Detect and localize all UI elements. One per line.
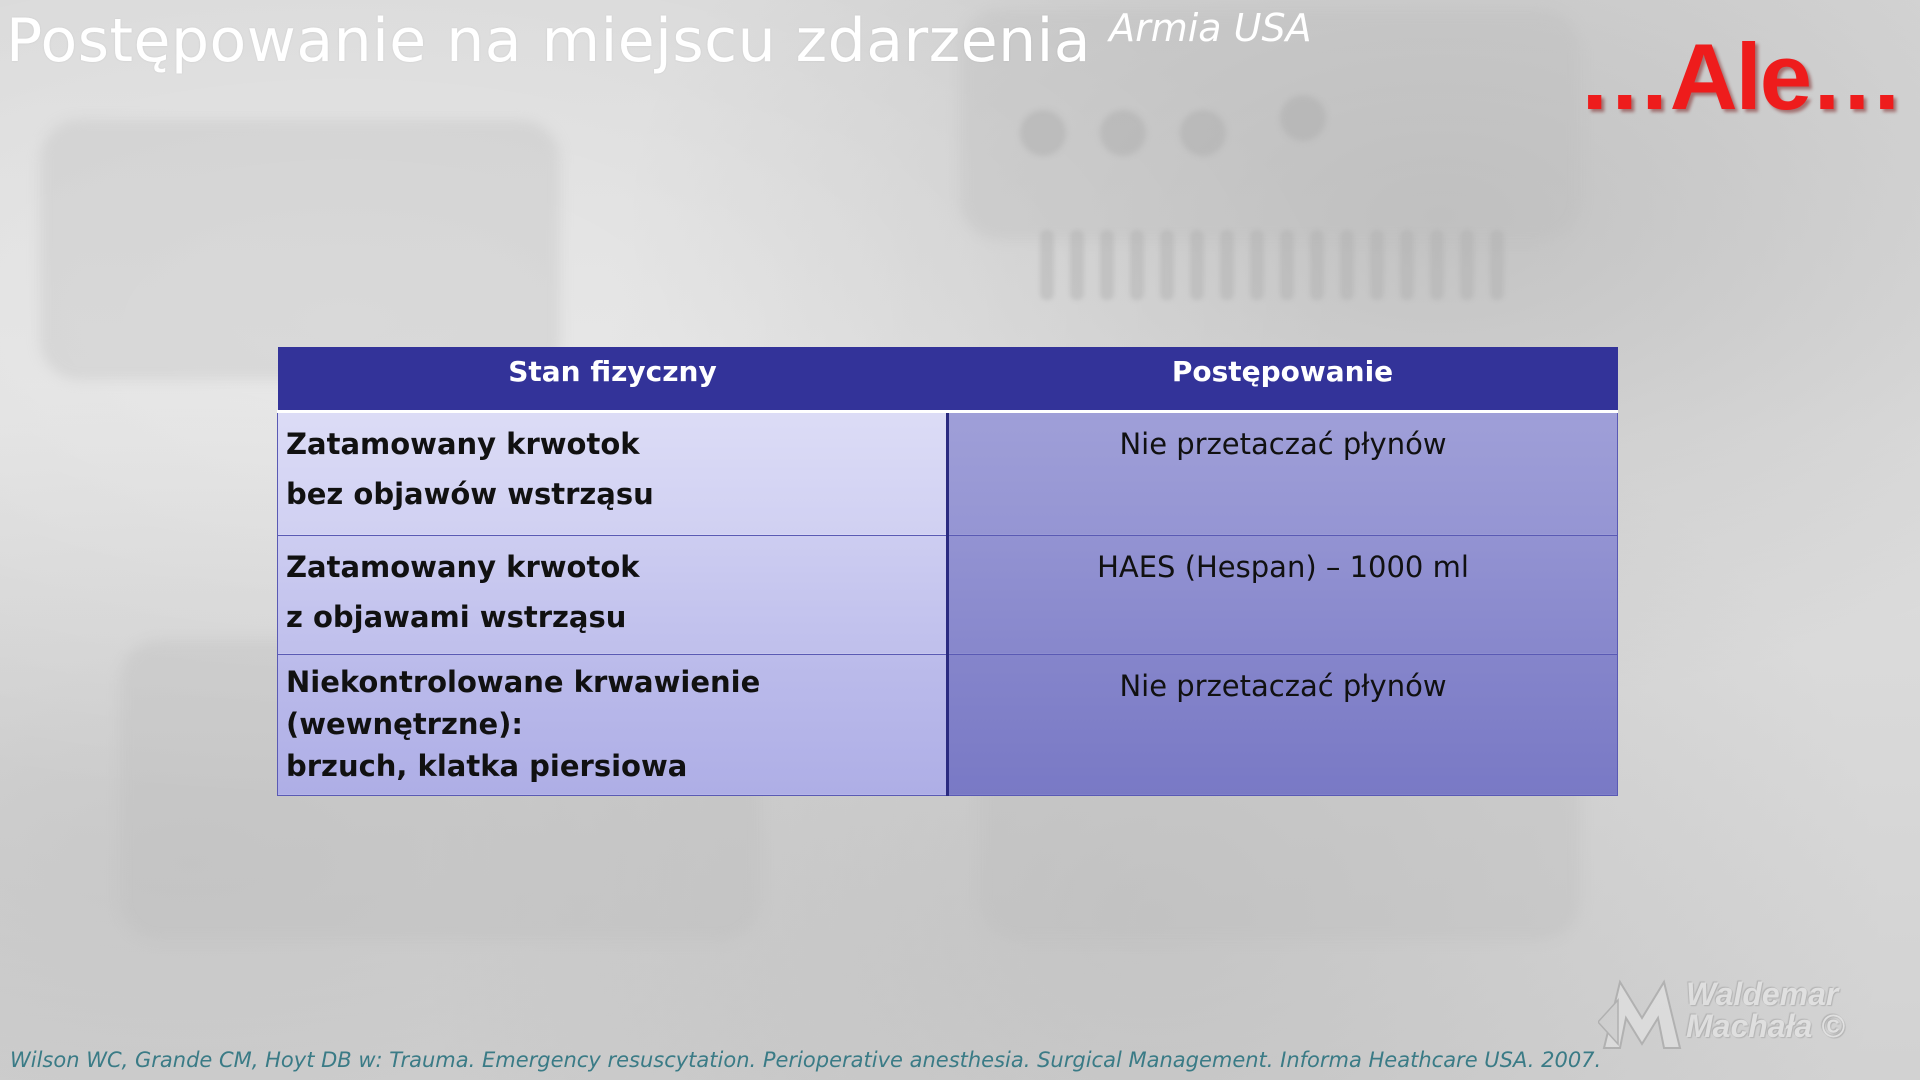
table-row	[278, 411, 1618, 535]
action-cell: HAES (Hespan) – 1000 ml	[948, 535, 1618, 654]
title-block	[6, 2, 1312, 80]
action-cell: Nie przetaczać płynów	[948, 654, 1618, 795]
condition-cell	[278, 654, 948, 795]
condition-line: Zatamowany krwotok	[286, 549, 640, 584]
highlight-text: …Ale…	[1577, 24, 1902, 129]
condition-cell	[278, 535, 948, 654]
condition-line: bez objawów wstrząsu	[286, 476, 654, 511]
logo-line: Waldemar	[1686, 976, 1839, 1012]
citation: Wilson WC, Grande CM, Hoyt DB w: Trauma. Emergency resuscytation. Perioperative anesthesia. Surgical Management. Informa Heathcare USA. 2007.	[10, 1048, 1602, 1072]
condition-line: z objawami wstrząsu	[286, 599, 627, 634]
column-header-condition: Stan fizyczny	[278, 347, 948, 411]
logo-line: Machała ©	[1686, 1008, 1845, 1044]
condition-cell	[278, 411, 948, 535]
condition-line: Zatamowany krwotok	[286, 426, 640, 461]
column-header-action: Postępowanie	[948, 347, 1618, 411]
logo-text	[1686, 978, 1845, 1042]
table-row	[278, 535, 1618, 654]
table-row	[278, 654, 1618, 795]
action-cell: Nie przetaczać płynów	[948, 411, 1618, 535]
wm-monogram-icon	[1598, 970, 1688, 1060]
condition-line: Niekontrolowane krwawienie (wewnętrzne):	[286, 664, 761, 741]
slide-title: Postępowanie na miejscu zdarzenia	[6, 6, 1092, 76]
treatment-table	[277, 347, 1618, 796]
table-header-row	[278, 347, 1618, 411]
slide-subtitle: Armia USA	[1109, 6, 1312, 50]
author-logo	[1598, 970, 1898, 1060]
condition-line: brzuch, klatka piersiowa	[286, 748, 688, 783]
